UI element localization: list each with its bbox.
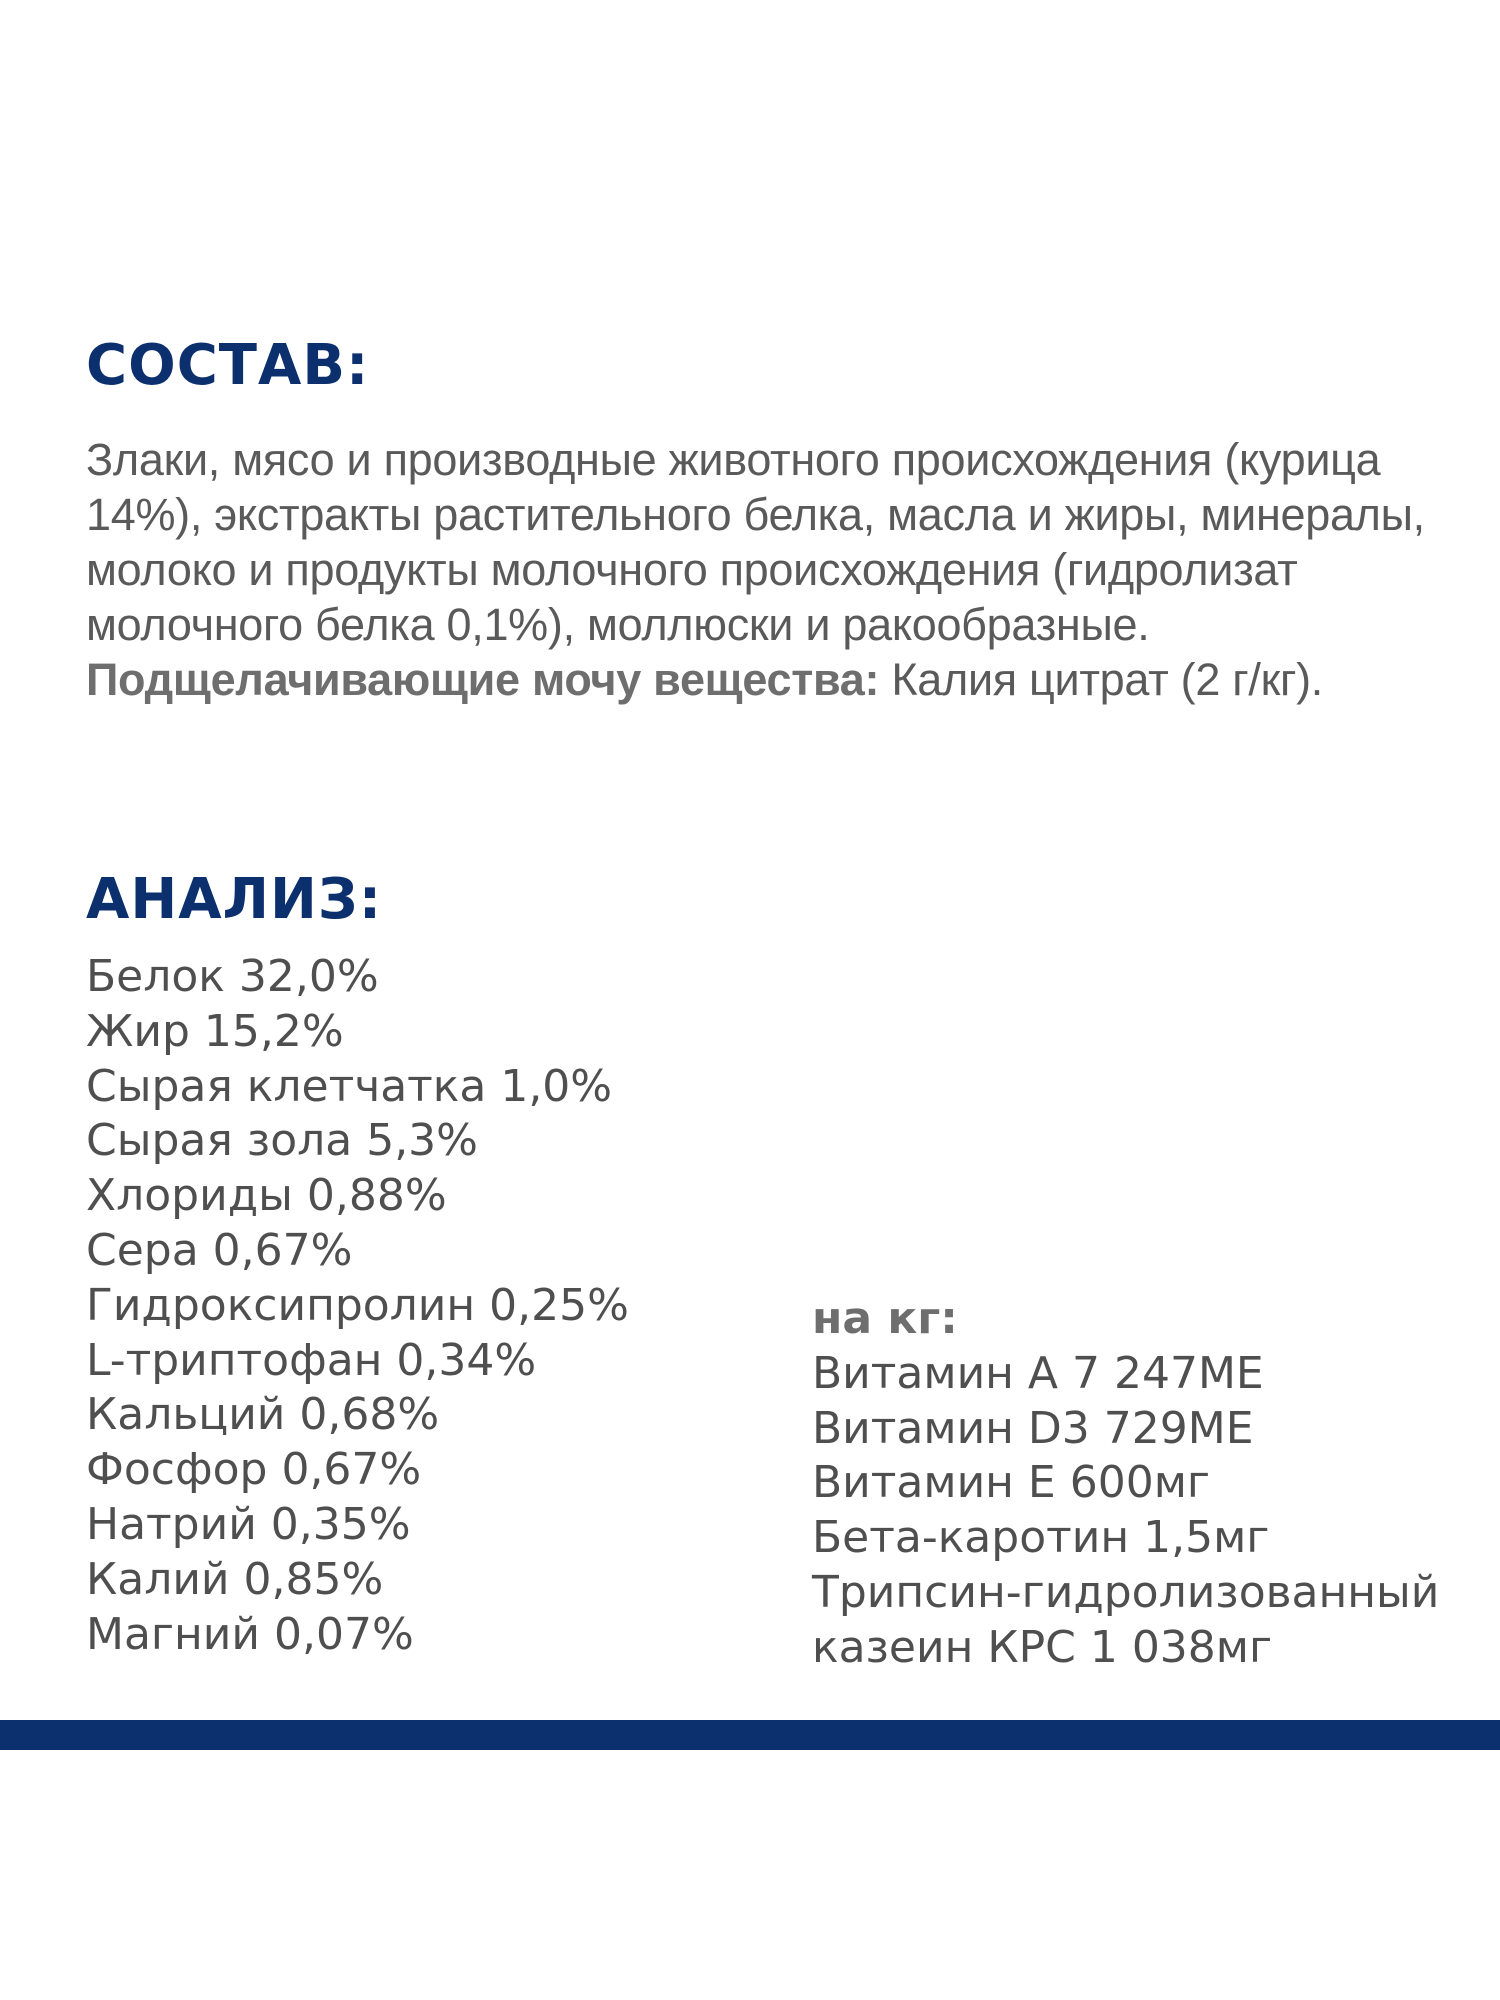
composition-line: молоко и продукты молочного происхождения (гидролизат <box>86 544 1298 595</box>
per-kg-item: казеин КРС 1 038мг <box>812 1621 1273 1673</box>
analysis-item: Фосфор 0,67% <box>86 1444 422 1496</box>
analysis-item: Калий 0,85% <box>86 1553 384 1605</box>
analysis-item: Белок 32,0% <box>86 951 379 1002</box>
composition-heading: СОСТАВ: <box>86 333 370 398</box>
analysis-item: Сырая зола 5,3% <box>86 1115 478 1167</box>
composition-line: Злаки, мясо и производные животного происхождения (курица <box>86 434 1381 485</box>
analysis-item: Сырая клетчатка 1,0% <box>86 1060 613 1112</box>
additive-value: Калия цитрат (2 г/кг). <box>879 654 1323 705</box>
analysis-item: Гидроксипролин 0,25% <box>86 1279 629 1331</box>
additive-line <box>86 652 1456 707</box>
analysis-item: Сера 0,67% <box>86 1224 353 1276</box>
composition-text <box>86 432 1456 707</box>
analysis-item: L-триптофан 0,34% <box>86 1334 537 1386</box>
composition-line: 14%), экстракты растительного белка, масла и жиры, минералы, <box>86 489 1425 540</box>
per-kg-list <box>812 1347 1439 1676</box>
additive-label: Подщелачивающие мочу вещества: <box>86 654 880 705</box>
per-kg-item: Бета-каротин 1,5мг <box>812 1512 1270 1564</box>
per-kg-item: Витамин D3 729МЕ <box>812 1402 1254 1454</box>
bottom-divider-bar <box>0 1720 1500 1750</box>
composition-line: молочного белка 0,1%), моллюски и ракообразные. <box>86 599 1150 650</box>
per-kg-title: на кг: <box>812 1293 958 1344</box>
analysis-item: Хлориды 0,88% <box>86 1170 447 1222</box>
analysis-item: Кальций 0,68% <box>86 1389 440 1441</box>
analysis-item: Магний 0,07% <box>86 1608 414 1660</box>
per-kg-item: Витамин А 7 247МЕ <box>812 1347 1264 1399</box>
analysis-list <box>86 950 629 1662</box>
analysis-heading: АНАЛИЗ: <box>86 867 383 932</box>
per-kg-item: Витамин Е 600мг <box>812 1457 1210 1509</box>
analysis-item: Натрий 0,35% <box>86 1498 411 1550</box>
per-kg-item: Трипсин-гидролизованный <box>812 1566 1440 1618</box>
per-kg-block <box>812 1292 1439 1676</box>
analysis-item: Жир 15,2% <box>86 1005 344 1057</box>
